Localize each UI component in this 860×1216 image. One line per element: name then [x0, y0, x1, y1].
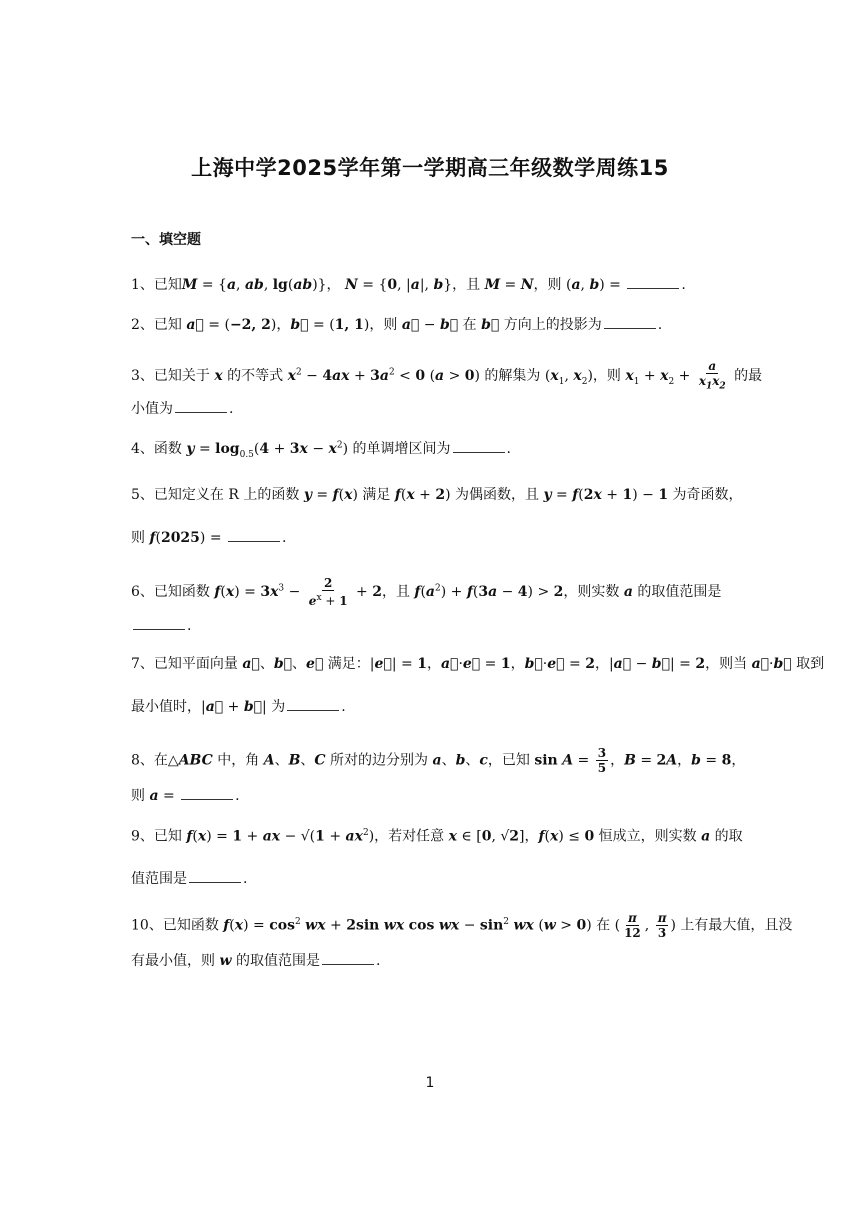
question-10: 10、已知函数 $f(x) = \cos^2$ wx + 2sin wx cos wx − $\sin^2$ wx (w > 0) 在 ( $\frac{\pi}{12}$ , $\frac{\pi}{3}$ ) 上有最大值，且没 有最小值，则 w 的取值范围是 .: [131, 911, 793, 969]
question-1: 1、已知M = {a, ab, lg(ab)}， N = {0, |a|, b}，且 M = N，则 (a, b) = .: [131, 277, 686, 293]
answer-blank: [175, 400, 227, 413]
question-9: 9、已知 f(x) = 1 + ax − $√(1 + ax^2)$，若对任意 x ∈ [0, √2]，f(x) ≤ 0 恒成立，则实数 a 的取 值范围是 .: [131, 828, 743, 887]
question-3: 3、已知关于 x 的不等式 $x^2 - 4ax + 3a^2 < 0$ (a > 0) 的解集为 ($x_1$, $x_2$)，则 $x_1 + x_2$ + $\frac{a}{x_1x_2}$ 的最 小值为 .: [131, 359, 763, 417]
question-6: 6、已知函数 $f(x) = 3x^3$ − $\frac{2}{e^x + 1}$ + 2，且 $f(a^2) + f(3a - 4) > 2$，则实数 a 的取值范围是 .: [131, 576, 722, 634]
question-4: 4、函数 $y = \log_{0.5}(4 + 3x - x^2)$ 的单调增区间为 .: [131, 440, 511, 460]
page-title: 上海中学2025学年第一学期高三年级数学周练15: [191, 156, 669, 180]
question-8: 8、在△ABC 中，角 A、B、C 所对的边分别为 a、b、c，已知 sin A = $\frac{3}{5}$ ，B = 2A，b = 8， 则 a = .: [131, 746, 746, 804]
question-5: 5、已知定义在 R 上的函数 y = f(x) 满足 f(x + 2) 为偶函数，且 y = f(2x + 1) − 1 为奇函数， 则 f(2025) = .: [131, 487, 743, 546]
answer-blank: [322, 952, 374, 965]
answer-blank: [181, 787, 233, 800]
answer-blank: [287, 698, 339, 711]
answer-blank: [453, 440, 505, 453]
section-heading: 一、填空题: [131, 232, 201, 248]
answer-blank: [189, 870, 241, 883]
answer-blank: [604, 316, 656, 329]
answer-blank: [133, 617, 185, 630]
answer-blank: [228, 529, 280, 542]
answer-blank: [627, 276, 679, 289]
question-1-text: 1、已知: [131, 277, 182, 293]
page-number: 1: [425, 1075, 435, 1091]
question-2: 2、已知 a⃗ = (−2, 2)，b⃗ = (1, 1)，则 a⃗ − b⃗ 在 b⃗ 方向上的投影为 .: [131, 317, 663, 333]
question-7: 7、已知平面向量 a⃗、b⃗、e⃗ 满足：|e⃗| = 1，a⃗·e⃗ = 1，b⃗·e⃗ = 2，|a⃗ − b⃗| = 2，则当 a⃗·b⃗ 取到 最小值时，|a⃗ + b⃗| 为 .: [131, 656, 825, 715]
